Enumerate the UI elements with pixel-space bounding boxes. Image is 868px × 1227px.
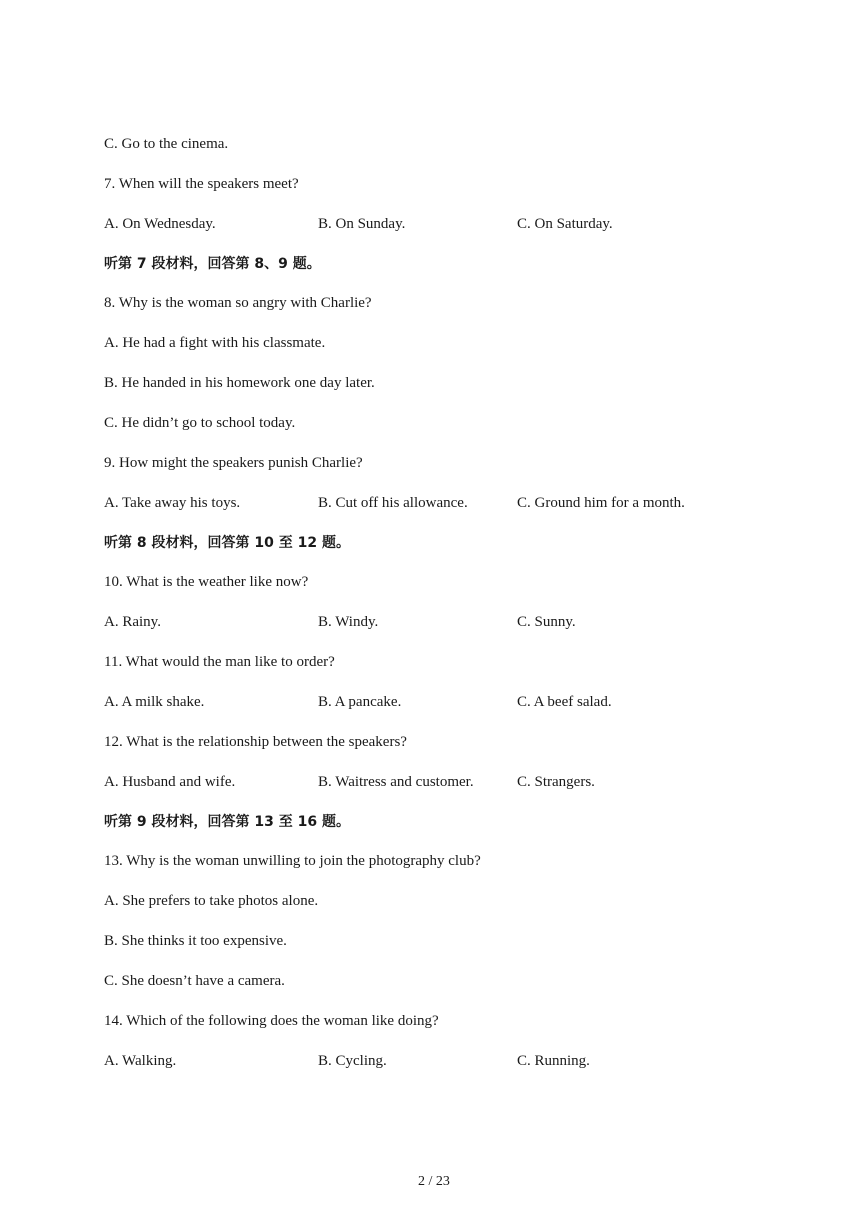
- question-8: 8. Why is the woman so angry with Charlie?: [104, 295, 372, 311]
- q13-option-c: C. She doesn’t have a camera.: [104, 973, 285, 989]
- q14-option-c: C. Running.: [517, 1053, 590, 1069]
- q8-option-b: B. He handed in his homework one day later.: [104, 375, 375, 391]
- page-number: 2 / 23: [418, 1174, 450, 1189]
- q9-option-b: B. Cut off his allowance.: [318, 495, 468, 511]
- section-9-heading: 听第 9 段材料，回答第 13 至 16 题。: [104, 814, 350, 830]
- q7-option-a: A. On Wednesday.: [104, 216, 216, 232]
- question-10: 10. What is the weather like now?: [104, 574, 309, 590]
- section-8-heading: 听第 8 段材料，回答第 10 至 12 题。: [104, 535, 350, 551]
- q8-option-a: A. He had a fight with his classmate.: [104, 335, 326, 351]
- question-9-options: [104, 491, 804, 515]
- q14-option-b: B. Cycling.: [318, 1053, 387, 1069]
- q8-option-c: C. He didn’t go to school today.: [104, 415, 296, 431]
- q12-option-b: B. Waitress and customer.: [318, 774, 474, 790]
- q11-option-c: C. A beef salad.: [517, 694, 612, 710]
- q13-option-b: B. She thinks it too expensive.: [104, 933, 287, 949]
- q9-option-a: A. Take away his toys.: [104, 495, 241, 511]
- question-9: 9. How might the speakers punish Charlie?: [104, 455, 363, 471]
- question-14: 14. Which of the following does the woman like doing?: [104, 1013, 439, 1029]
- q10-option-b: B. Windy.: [318, 614, 379, 630]
- q11-option-b: B. A pancake.: [318, 694, 402, 710]
- question-10-options: [104, 610, 804, 634]
- section-7-heading: 听第 7 段材料，回答第 8、9 题。: [104, 256, 321, 272]
- q12-option-c: C. Strangers.: [517, 774, 595, 790]
- q12-option-a: A. Husband and wife.: [104, 774, 236, 790]
- question-14-options: [104, 1049, 804, 1073]
- question-11: 11. What would the man like to order?: [104, 654, 335, 670]
- q7-option-c: C. On Saturday.: [517, 216, 613, 232]
- question-12-options: [104, 770, 804, 794]
- question-13: 13. Why is the woman unwilling to join the photography club?: [104, 853, 481, 869]
- question-12: 12. What is the relationship between the speakers?: [104, 734, 407, 750]
- question-7-options: [104, 212, 804, 236]
- q9-option-c: C. Ground him for a month.: [517, 495, 685, 511]
- q7-option-b: B. On Sunday.: [318, 216, 406, 232]
- question-7: 7. When will the speakers meet?: [104, 176, 299, 192]
- q14-option-a: A. Walking.: [104, 1053, 177, 1069]
- q10-option-c: C. Sunny.: [517, 614, 576, 630]
- q13-option-a: A. She prefers to take photos alone.: [104, 893, 319, 909]
- q10-option-a: A. Rainy.: [104, 614, 161, 630]
- q11-option-a: A. A milk shake.: [104, 694, 205, 710]
- q6-option-c: C. Go to the cinema.: [104, 136, 229, 152]
- question-11-options: [104, 690, 804, 714]
